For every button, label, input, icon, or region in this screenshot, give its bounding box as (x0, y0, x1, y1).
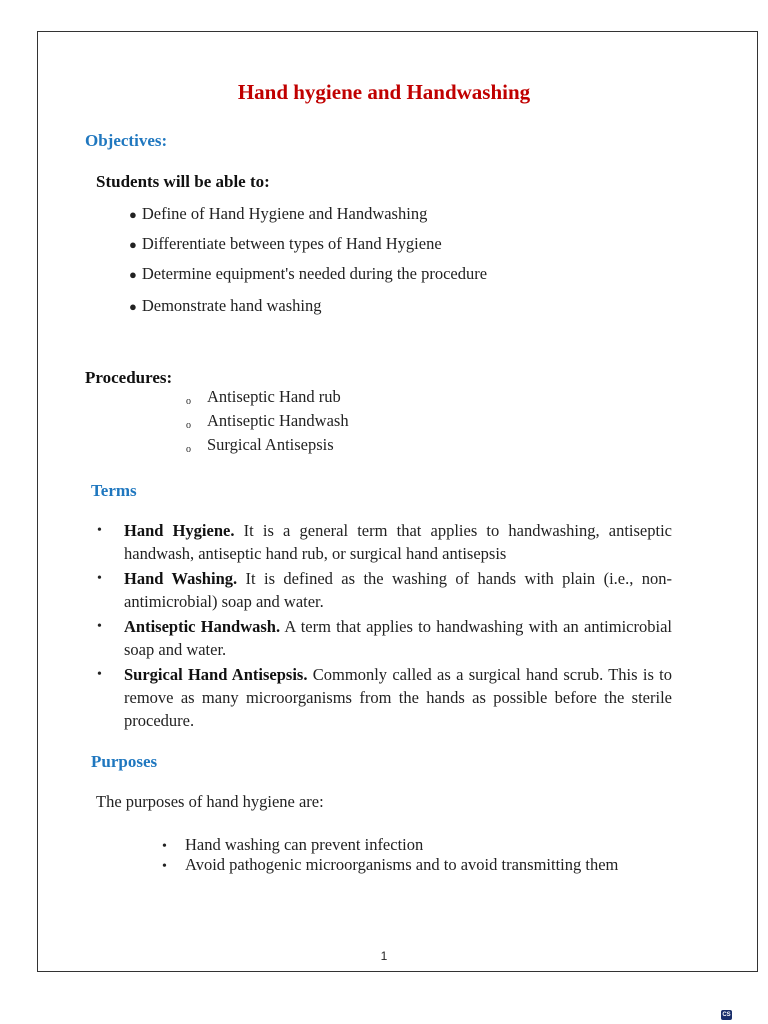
term-definition: Commonly called as a surgical hand scrub. This is to remove as many microorganisms from the hands as possible before the sterile procedure. (124, 665, 673, 730)
term-item (97, 663, 672, 732)
term-text (124, 663, 672, 732)
page-number: 1 (380, 949, 388, 963)
procedure-item (186, 435, 334, 455)
term-name: Hand Hygiene. (124, 521, 235, 540)
term-item (97, 519, 672, 565)
terms-list (97, 519, 672, 734)
bullet-icon: ● (129, 237, 137, 252)
bullet-icon: ● (129, 267, 137, 282)
objective-item (129, 204, 427, 224)
objective-item (129, 264, 487, 284)
circle-bullet-icon: o (186, 444, 191, 455)
objective-item (129, 296, 321, 316)
term-definition: It is a general term that applies to handwashing, antiseptic handwash, antiseptic hand rub, or surgical hand antisepsis (124, 521, 672, 563)
bullet-icon: • (97, 619, 102, 634)
term-text (124, 519, 672, 565)
procedure-item (186, 387, 341, 407)
bullet-icon: • (97, 667, 102, 682)
bullet-icon: ● (129, 299, 137, 314)
objective-text: Demonstrate hand washing (141, 296, 322, 315)
objectives-intro: Students will be able to: (96, 172, 270, 191)
term-text (124, 567, 672, 613)
procedure-text: Antiseptic Handwash (207, 411, 349, 430)
term-item (97, 567, 672, 613)
objective-text: Differentiate between types of Hand Hygiene (141, 234, 442, 253)
purpose-text: Hand washing can prevent infection (185, 835, 424, 854)
circle-bullet-icon: o (186, 396, 191, 407)
term-name: Antiseptic Handwash. (124, 617, 281, 636)
objectives-heading: Objectives: (85, 131, 168, 150)
term-text (124, 615, 672, 661)
camscanner-badge: CS (722, 1012, 731, 1018)
term-definition: It is defined as the washing of hands with plain (i.e., non-antimicrobial) soap and water. (124, 569, 673, 611)
bullet-icon: • (97, 523, 102, 538)
term-item (97, 615, 672, 661)
objective-item (129, 234, 442, 254)
objective-text: Define of Hand Hygiene and Handwashing (141, 204, 428, 223)
objective-text: Determine equipment's needed during the procedure (141, 264, 488, 283)
term-definition: A term that applies to handwashing with an antimicrobial soap and water. (124, 617, 672, 659)
procedure-text: Surgical Antisepsis (207, 435, 334, 454)
bullet-icon: • (162, 859, 167, 874)
purposes-heading: Purposes (91, 752, 158, 771)
procedure-item (186, 411, 349, 431)
term-name: Hand Washing. (124, 569, 238, 588)
purpose-text: Avoid pathogenic microorganisms and to avoid transmitting them (185, 855, 619, 874)
document-title: Hand hygiene and Handwashing (237, 80, 531, 104)
term-name: Surgical Hand Antisepsis. (124, 665, 308, 684)
procedure-text: Antiseptic Hand rub (207, 387, 341, 406)
circle-bullet-icon: o (186, 420, 191, 431)
bullet-icon: • (97, 571, 102, 586)
purposes-intro: The purposes of hand hygiene are: (96, 792, 324, 811)
procedures-heading: Procedures: (85, 368, 173, 387)
purpose-item (162, 855, 618, 875)
terms-heading: Terms (91, 481, 137, 500)
purpose-item (162, 835, 423, 855)
bullet-icon: ● (129, 207, 137, 222)
bullet-icon: • (162, 839, 167, 854)
